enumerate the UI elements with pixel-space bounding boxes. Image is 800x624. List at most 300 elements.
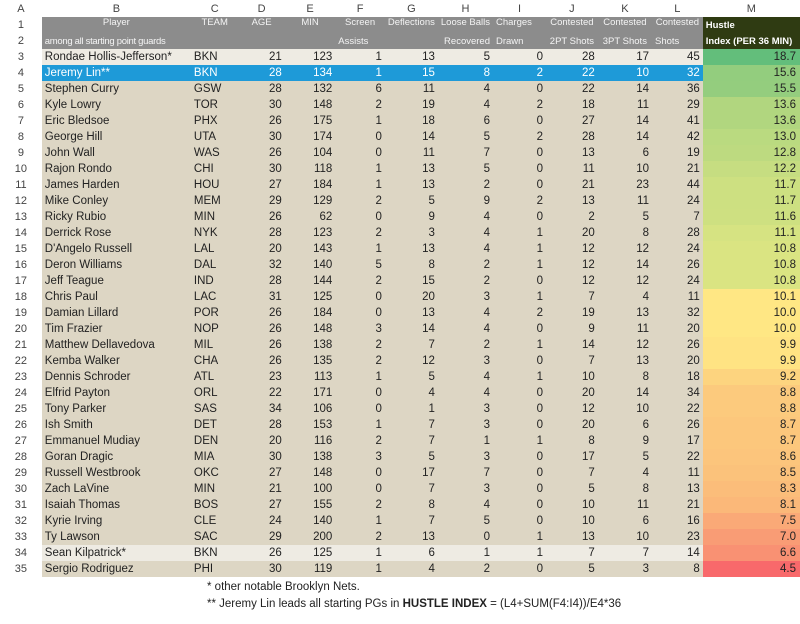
cell-charges[interactable]: 0: [493, 385, 546, 401]
row-number[interactable]: 31: [0, 497, 42, 513]
cell-deflections[interactable]: 13: [385, 49, 438, 65]
cell-player[interactable]: Deron Williams: [42, 257, 191, 273]
row-number[interactable]: 22: [0, 353, 42, 369]
header-deflections[interactable]: Deflections: [385, 17, 438, 33]
cell-contested-shots[interactable]: 20: [652, 321, 703, 337]
cell-team[interactable]: CHA: [191, 353, 239, 369]
cell-age[interactable]: 26: [238, 545, 284, 561]
row-number[interactable]: 23: [0, 369, 42, 385]
cell-contested-3pt[interactable]: 11: [598, 497, 652, 513]
cell-charges[interactable]: 0: [493, 561, 546, 577]
cell-player[interactable]: Isaiah Thomas: [42, 497, 191, 513]
header-loose-balls-2[interactable]: Recovered: [438, 33, 493, 49]
cell-age[interactable]: 28: [238, 81, 284, 97]
cell-team[interactable]: ORL: [191, 385, 239, 401]
row-number[interactable]: 25: [0, 401, 42, 417]
cell-deflections[interactable]: 11: [385, 145, 438, 161]
cell-charges[interactable]: 1: [493, 225, 546, 241]
cell-hustle-index[interactable]: 11.7: [703, 193, 800, 209]
cell-min[interactable]: 123: [285, 225, 335, 241]
row-number[interactable]: 9: [0, 145, 42, 161]
cell-age[interactable]: 29: [238, 529, 284, 545]
cell-hustle-index[interactable]: 7.5: [703, 513, 800, 529]
cell-age[interactable]: 26: [238, 321, 284, 337]
cell-team[interactable]: CHI: [191, 161, 239, 177]
cell-contested-2pt[interactable]: 12: [546, 241, 598, 257]
cell-deflections[interactable]: 6: [385, 545, 438, 561]
row-number[interactable]: 3: [0, 49, 42, 65]
cell-loose-balls[interactable]: 4: [438, 225, 493, 241]
cell-screen-assists[interactable]: 1: [335, 49, 385, 65]
cell-deflections[interactable]: 5: [385, 193, 438, 209]
cell-min[interactable]: 118: [285, 161, 335, 177]
cell-min[interactable]: 143: [285, 241, 335, 257]
cell-loose-balls[interactable]: 5: [438, 161, 493, 177]
cell-player[interactable]: Stephen Curry: [42, 81, 191, 97]
row-number[interactable]: 26: [0, 417, 42, 433]
cell-hustle-index[interactable]: 15.6: [703, 65, 800, 81]
cell-loose-balls[interactable]: 4: [438, 97, 493, 113]
cell-contested-3pt[interactable]: 10: [598, 401, 652, 417]
cell-screen-assists[interactable]: 0: [335, 465, 385, 481]
cell-contested-2pt[interactable]: 28: [546, 49, 598, 65]
column-letter[interactable]: F: [335, 0, 385, 17]
cell-hustle-index[interactable]: 9.9: [703, 353, 800, 369]
cell-player[interactable]: Sergio Rodriguez: [42, 561, 191, 577]
cell-charges[interactable]: 1: [493, 529, 546, 545]
cell-loose-balls[interactable]: 4: [438, 497, 493, 513]
cell-team[interactable]: TOR: [191, 97, 239, 113]
cell-age[interactable]: 30: [238, 97, 284, 113]
cell-min[interactable]: 135: [285, 353, 335, 369]
cell-team[interactable]: CLE: [191, 513, 239, 529]
cell-contested-2pt[interactable]: 13: [546, 529, 598, 545]
cell-age[interactable]: 28: [238, 273, 284, 289]
cell-contested-3pt[interactable]: 10: [598, 161, 652, 177]
column-letter[interactable]: J: [546, 0, 598, 17]
cell-contested-2pt[interactable]: 7: [546, 465, 598, 481]
header-contested-shots-2[interactable]: Shots: [652, 33, 703, 49]
cell-screen-assists[interactable]: 1: [335, 177, 385, 193]
cell-team[interactable]: MEM: [191, 193, 239, 209]
cell-contested-2pt[interactable]: 5: [546, 561, 598, 577]
cell-contested-shots[interactable]: 26: [652, 417, 703, 433]
cell-contested-2pt[interactable]: 20: [546, 385, 598, 401]
cell-contested-shots[interactable]: 24: [652, 241, 703, 257]
row-number[interactable]: 12: [0, 193, 42, 209]
cell-age[interactable]: 28: [238, 225, 284, 241]
cell-min[interactable]: 100: [285, 481, 335, 497]
cell-contested-2pt[interactable]: 13: [546, 145, 598, 161]
cell-contested-2pt[interactable]: 22: [546, 81, 598, 97]
cell-min[interactable]: 153: [285, 417, 335, 433]
cell-age[interactable]: 30: [238, 129, 284, 145]
cell-min[interactable]: 125: [285, 289, 335, 305]
cell-charges[interactable]: 0: [493, 417, 546, 433]
cell-min[interactable]: 200: [285, 529, 335, 545]
row-number[interactable]: 1: [0, 17, 42, 33]
cell-charges[interactable]: 0: [493, 513, 546, 529]
cell-min[interactable]: 138: [285, 337, 335, 353]
row-number[interactable]: 17: [0, 273, 42, 289]
cell-screen-assists[interactable]: 2: [335, 225, 385, 241]
cell-age[interactable]: 32: [238, 257, 284, 273]
cell-screen-assists[interactable]: 0: [335, 385, 385, 401]
cell-charges[interactable]: 2: [493, 97, 546, 113]
cell-team[interactable]: IND: [191, 273, 239, 289]
cell-player[interactable]: Ty Lawson: [42, 529, 191, 545]
cell-age[interactable]: 30: [238, 161, 284, 177]
cell-contested-3pt[interactable]: 11: [598, 321, 652, 337]
cell-team[interactable]: SAS: [191, 401, 239, 417]
cell-loose-balls[interactable]: 7: [438, 465, 493, 481]
cell-contested-2pt[interactable]: 19: [546, 305, 598, 321]
cell-min[interactable]: 104: [285, 145, 335, 161]
cell-player[interactable]: D'Angelo Russell: [42, 241, 191, 257]
column-letter[interactable]: D: [238, 0, 284, 17]
cell-loose-balls[interactable]: 2: [438, 337, 493, 353]
cell-deflections[interactable]: 1: [385, 401, 438, 417]
cell-contested-3pt[interactable]: 9: [598, 433, 652, 449]
cell-team[interactable]: DAL: [191, 257, 239, 273]
cell-deflections[interactable]: 13: [385, 305, 438, 321]
cell-charges[interactable]: 1: [493, 369, 546, 385]
cell-min[interactable]: 138: [285, 449, 335, 465]
cell-player[interactable]: Ricky Rubio: [42, 209, 191, 225]
cell-loose-balls[interactable]: 4: [438, 81, 493, 97]
cell-contested-3pt[interactable]: 8: [598, 481, 652, 497]
cell-player[interactable]: Jeremy Lin**: [42, 65, 191, 81]
cell-hustle-index[interactable]: 10.1: [703, 289, 800, 305]
cell-loose-balls[interactable]: 2: [438, 177, 493, 193]
cell-contested-shots[interactable]: 24: [652, 273, 703, 289]
header-contested-3pt[interactable]: Contested: [598, 17, 652, 33]
cell-contested-shots[interactable]: 34: [652, 385, 703, 401]
cell-screen-assists[interactable]: 2: [335, 273, 385, 289]
row-number[interactable]: 30: [0, 481, 42, 497]
cell-hustle-index[interactable]: 8.5: [703, 465, 800, 481]
row-number[interactable]: 28: [0, 449, 42, 465]
cell-team[interactable]: DEN: [191, 433, 239, 449]
cell-charges[interactable]: 2: [493, 193, 546, 209]
cell-contested-shots[interactable]: 21: [652, 161, 703, 177]
cell-contested-shots[interactable]: 21: [652, 497, 703, 513]
cell-screen-assists[interactable]: 6: [335, 81, 385, 97]
cell-age[interactable]: 24: [238, 513, 284, 529]
cell-player[interactable]: Tim Frazier: [42, 321, 191, 337]
cell-screen-assists[interactable]: 3: [335, 449, 385, 465]
cell-contested-shots[interactable]: 14: [652, 545, 703, 561]
cell-age[interactable]: 30: [238, 561, 284, 577]
cell-hustle-index[interactable]: 11.6: [703, 209, 800, 225]
cell-deflections[interactable]: 8: [385, 497, 438, 513]
column-letter[interactable]: E: [285, 0, 335, 17]
cell-min[interactable]: 171: [285, 385, 335, 401]
cell-age[interactable]: 26: [238, 337, 284, 353]
cell-deflections[interactable]: 14: [385, 129, 438, 145]
column-letter[interactable]: C: [191, 0, 239, 17]
cell-hustle-index[interactable]: 18.7: [703, 49, 800, 65]
cell-loose-balls[interactable]: 4: [438, 209, 493, 225]
cell-loose-balls[interactable]: 2: [438, 273, 493, 289]
cell-screen-assists[interactable]: 0: [335, 305, 385, 321]
cell-min[interactable]: 155: [285, 497, 335, 513]
cell-contested-2pt[interactable]: 7: [546, 289, 598, 305]
cell-contested-2pt[interactable]: 7: [546, 353, 598, 369]
cell-loose-balls[interactable]: 6: [438, 113, 493, 129]
cell-screen-assists[interactable]: 0: [335, 481, 385, 497]
cell-charges[interactable]: 0: [493, 449, 546, 465]
cell-player[interactable]: Chris Paul: [42, 289, 191, 305]
cell-hustle-index[interactable]: 8.7: [703, 417, 800, 433]
cell-min[interactable]: 148: [285, 465, 335, 481]
cell-hustle-index[interactable]: 6.6: [703, 545, 800, 561]
cell-contested-2pt[interactable]: 9: [546, 321, 598, 337]
cell-team[interactable]: POR: [191, 305, 239, 321]
cell-deflections[interactable]: 12: [385, 353, 438, 369]
cell-player[interactable]: Jeff Teague: [42, 273, 191, 289]
cell-contested-shots[interactable]: 13: [652, 481, 703, 497]
cell-contested-2pt[interactable]: 14: [546, 337, 598, 353]
row-number[interactable]: 10: [0, 161, 42, 177]
cell-min[interactable]: 148: [285, 321, 335, 337]
row-number[interactable]: 18: [0, 289, 42, 305]
cell-team[interactable]: ATL: [191, 369, 239, 385]
cell-loose-balls[interactable]: 7: [438, 145, 493, 161]
row-number[interactable]: 11: [0, 177, 42, 193]
cell-contested-3pt[interactable]: 13: [598, 305, 652, 321]
cell-loose-balls[interactable]: 9: [438, 193, 493, 209]
cell-deflections[interactable]: 18: [385, 113, 438, 129]
cell-min[interactable]: 148: [285, 97, 335, 113]
cell-charges[interactable]: 1: [493, 545, 546, 561]
cell-contested-shots[interactable]: 20: [652, 353, 703, 369]
cell-age[interactable]: 26: [238, 209, 284, 225]
cell-screen-assists[interactable]: 1: [335, 513, 385, 529]
cell-contested-3pt[interactable]: 14: [598, 257, 652, 273]
cell-team[interactable]: MIA: [191, 449, 239, 465]
cell-loose-balls[interactable]: 3: [438, 401, 493, 417]
header-contested-2pt[interactable]: Contested: [546, 17, 598, 33]
column-letter[interactable]: G: [385, 0, 438, 17]
row-number[interactable]: 8: [0, 129, 42, 145]
cell-age[interactable]: 27: [238, 465, 284, 481]
row-number[interactable]: 27: [0, 433, 42, 449]
cell-age[interactable]: 20: [238, 241, 284, 257]
cell-contested-2pt[interactable]: 10: [546, 369, 598, 385]
cell-age[interactable]: 21: [238, 481, 284, 497]
cell-contested-2pt[interactable]: 21: [546, 177, 598, 193]
cell-hustle-index[interactable]: 10.0: [703, 321, 800, 337]
cell-contested-shots[interactable]: 11: [652, 289, 703, 305]
column-letter[interactable]: I: [493, 0, 546, 17]
cell-charges[interactable]: 0: [493, 209, 546, 225]
cell-hustle-index[interactable]: 8.6: [703, 449, 800, 465]
cell-contested-shots[interactable]: 44: [652, 177, 703, 193]
row-number[interactable]: 33: [0, 529, 42, 545]
row-number[interactable]: 21: [0, 337, 42, 353]
cell-player[interactable]: Kemba Walker: [42, 353, 191, 369]
cell-contested-3pt[interactable]: 5: [598, 449, 652, 465]
cell-contested-3pt[interactable]: 17: [598, 49, 652, 65]
cell-min[interactable]: 125: [285, 545, 335, 561]
cell-contested-shots[interactable]: 11: [652, 465, 703, 481]
cell-loose-balls[interactable]: 4: [438, 241, 493, 257]
cell-screen-assists[interactable]: 1: [335, 161, 385, 177]
cell-min[interactable]: 175: [285, 113, 335, 129]
cell-min[interactable]: 144: [285, 273, 335, 289]
cell-contested-3pt[interactable]: 6: [598, 145, 652, 161]
cell-player[interactable]: Kyle Lowry: [42, 97, 191, 113]
cell-loose-balls[interactable]: 2: [438, 257, 493, 273]
cell-contested-2pt[interactable]: 20: [546, 417, 598, 433]
cell-screen-assists[interactable]: 2: [335, 337, 385, 353]
cell-deflections[interactable]: 13: [385, 241, 438, 257]
cell-player[interactable]: Zach LaVine: [42, 481, 191, 497]
row-number[interactable]: 19: [0, 305, 42, 321]
cell-screen-assists[interactable]: 1: [335, 241, 385, 257]
cell-player[interactable]: Elfrid Payton: [42, 385, 191, 401]
cell-contested-2pt[interactable]: 10: [546, 513, 598, 529]
cell-deflections[interactable]: 13: [385, 529, 438, 545]
cell-charges[interactable]: 2: [493, 305, 546, 321]
cell-contested-2pt[interactable]: 27: [546, 113, 598, 129]
cell-min[interactable]: 174: [285, 129, 335, 145]
cell-player[interactable]: Mike Conley: [42, 193, 191, 209]
cell-player[interactable]: Rondae Hollis-Jefferson*: [42, 49, 191, 65]
cell-team[interactable]: BKN: [191, 545, 239, 561]
cell-team[interactable]: NOP: [191, 321, 239, 337]
cell-contested-2pt[interactable]: 18: [546, 97, 598, 113]
cell-charges[interactable]: 1: [493, 289, 546, 305]
cell-contested-shots[interactable]: 19: [652, 145, 703, 161]
row-number[interactable]: 6: [0, 97, 42, 113]
cell-screen-assists[interactable]: 2: [335, 97, 385, 113]
cell-loose-balls[interactable]: 1: [438, 545, 493, 561]
cell-deflections[interactable]: 9: [385, 209, 438, 225]
cell-deflections[interactable]: 19: [385, 97, 438, 113]
cell-contested-shots[interactable]: 26: [652, 337, 703, 353]
cell-charges[interactable]: 0: [493, 81, 546, 97]
header-contested-shots[interactable]: Contested: [652, 17, 703, 33]
cell-charges[interactable]: 0: [493, 401, 546, 417]
cell-charges[interactable]: 1: [493, 241, 546, 257]
cell-contested-shots[interactable]: 32: [652, 65, 703, 81]
cell-player[interactable]: James Harden: [42, 177, 191, 193]
cell-screen-assists[interactable]: 0: [335, 209, 385, 225]
cell-contested-2pt[interactable]: 17: [546, 449, 598, 465]
cell-min[interactable]: 62: [285, 209, 335, 225]
cell-age[interactable]: 29: [238, 193, 284, 209]
cell-screen-assists[interactable]: 5: [335, 257, 385, 273]
cell-hustle-index[interactable]: 10.8: [703, 241, 800, 257]
header-hustle[interactable]: Hustle: [703, 17, 800, 33]
cell-contested-shots[interactable]: 17: [652, 433, 703, 449]
cell-contested-3pt[interactable]: 4: [598, 289, 652, 305]
cell-min[interactable]: 184: [285, 177, 335, 193]
cell-hustle-index[interactable]: 12.8: [703, 145, 800, 161]
cell-team[interactable]: BKN: [191, 49, 239, 65]
cell-contested-2pt[interactable]: 10: [546, 497, 598, 513]
cell-contested-shots[interactable]: 8: [652, 561, 703, 577]
cell-loose-balls[interactable]: 4: [438, 321, 493, 337]
cell-screen-assists[interactable]: 0: [335, 129, 385, 145]
cell-contested-shots[interactable]: 41: [652, 113, 703, 129]
cell-team[interactable]: MIL: [191, 337, 239, 353]
cell-contested-3pt[interactable]: 12: [598, 337, 652, 353]
cell-screen-assists[interactable]: 2: [335, 497, 385, 513]
cell-loose-balls[interactable]: 4: [438, 305, 493, 321]
cell-deflections[interactable]: 14: [385, 321, 438, 337]
cell-screen-assists[interactable]: 0: [335, 289, 385, 305]
cell-contested-shots[interactable]: 23: [652, 529, 703, 545]
row-number[interactable]: 14: [0, 225, 42, 241]
subtitle[interactable]: among all starting point guards: [42, 33, 335, 49]
cell-contested-3pt[interactable]: 10: [598, 65, 652, 81]
header-loose-balls[interactable]: Loose Balls: [438, 17, 493, 33]
cell-team[interactable]: WAS: [191, 145, 239, 161]
cell-charges[interactable]: 0: [493, 321, 546, 337]
column-letter[interactable]: H: [438, 0, 493, 17]
cell-loose-balls[interactable]: 0: [438, 529, 493, 545]
cell-age[interactable]: 26: [238, 113, 284, 129]
cell-contested-shots[interactable]: 18: [652, 369, 703, 385]
cell-contested-2pt[interactable]: 28: [546, 129, 598, 145]
cell-contested-shots[interactable]: 22: [652, 449, 703, 465]
row-number[interactable]: 2: [0, 33, 42, 49]
cell-player[interactable]: Eric Bledsoe: [42, 113, 191, 129]
column-letter[interactable]: B: [42, 0, 191, 17]
cell-deflections[interactable]: 5: [385, 449, 438, 465]
row-number[interactable]: 35: [0, 561, 42, 577]
cell-age[interactable]: 21: [238, 49, 284, 65]
cell-contested-3pt[interactable]: 10: [598, 529, 652, 545]
cell-min[interactable]: 123: [285, 49, 335, 65]
cell-contested-shots[interactable]: 45: [652, 49, 703, 65]
header-min[interactable]: MIN: [285, 17, 335, 33]
cell-hustle-index[interactable]: 10.8: [703, 257, 800, 273]
header-contested-2pt-2[interactable]: 2PT Shots: [546, 33, 598, 49]
cell-team[interactable]: PHX: [191, 113, 239, 129]
cell-contested-3pt[interactable]: 8: [598, 225, 652, 241]
cell-charges[interactable]: 0: [493, 177, 546, 193]
header-age[interactable]: AGE: [238, 17, 284, 33]
cell-player[interactable]: Goran Dragic: [42, 449, 191, 465]
cell-loose-balls[interactable]: 3: [438, 289, 493, 305]
cell-deflections[interactable]: 13: [385, 177, 438, 193]
cell-contested-2pt[interactable]: 12: [546, 401, 598, 417]
cell-charges[interactable]: 2: [493, 129, 546, 145]
cell-player[interactable]: Ish Smith: [42, 417, 191, 433]
cell-contested-2pt[interactable]: 5: [546, 481, 598, 497]
cell-charges[interactable]: 0: [493, 465, 546, 481]
cell-screen-assists[interactable]: 2: [335, 433, 385, 449]
cell-player[interactable]: Kyrie Irving: [42, 513, 191, 529]
cell-player[interactable]: John Wall: [42, 145, 191, 161]
cell-contested-2pt[interactable]: 8: [546, 433, 598, 449]
cell-contested-3pt[interactable]: 13: [598, 353, 652, 369]
cell-screen-assists[interactable]: 1: [335, 369, 385, 385]
cell-hustle-index[interactable]: 8.1: [703, 497, 800, 513]
row-number[interactable]: 20: [0, 321, 42, 337]
cell-deflections[interactable]: 3: [385, 225, 438, 241]
row-number[interactable]: 16: [0, 257, 42, 273]
cell-screen-assists[interactable]: 3: [335, 321, 385, 337]
cell-hustle-index[interactable]: 8.8: [703, 385, 800, 401]
cell-screen-assists[interactable]: 1: [335, 113, 385, 129]
cell-contested-2pt[interactable]: 20: [546, 225, 598, 241]
cell-team[interactable]: GSW: [191, 81, 239, 97]
